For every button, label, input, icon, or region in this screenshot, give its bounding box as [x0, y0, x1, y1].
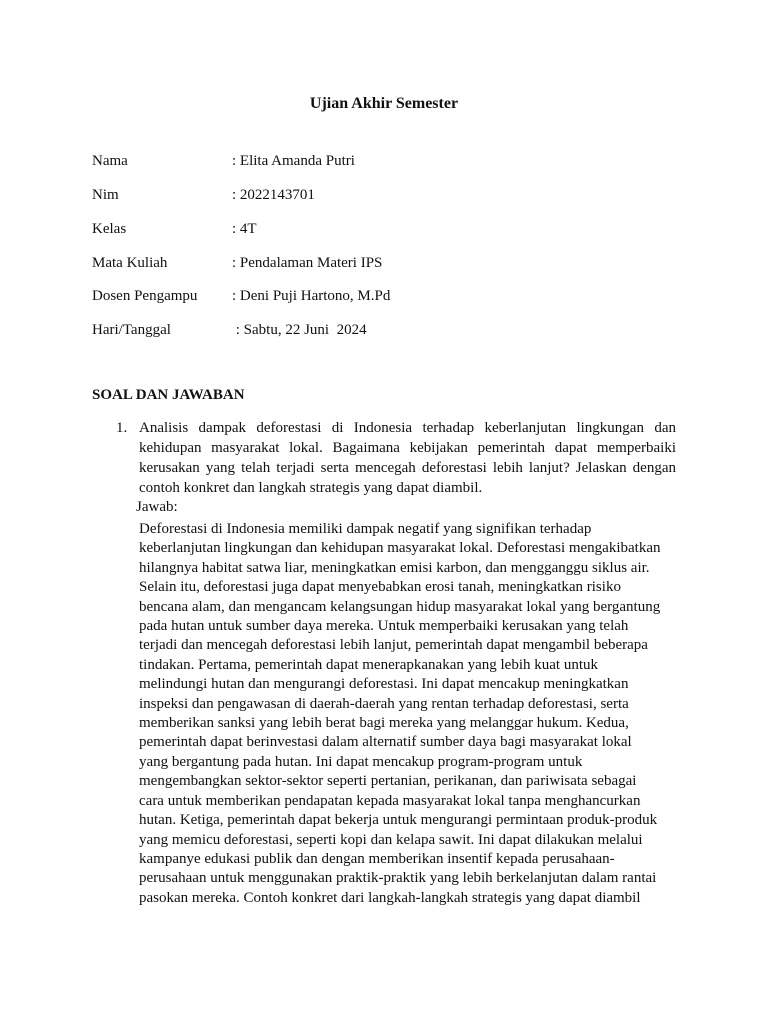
- answer-line: kampanye edukasi publik dan dengan memberikan insentif kepada perusahaan-: [139, 850, 615, 867]
- info-label: Hari/Tanggal: [92, 322, 171, 338]
- info-value: : Deni Puji Hartono, M.Pd: [232, 288, 391, 304]
- answer-line: bencana alam, dan mengancam kelangsungan hidup masyarakat lokal yang bergantung: [139, 598, 661, 615]
- answer-line: pada hutan untuk sumber daya mereka. Untuk memperbaiki kerusakan yang telah: [139, 618, 629, 635]
- info-label: Nim: [92, 187, 119, 203]
- info-value: : Elita Amanda Putri: [232, 153, 355, 169]
- answer-line: Deforestasi di Indonesia memiliki dampak negatif yang signifikan terhadap: [139, 521, 592, 537]
- info-label: Mata Kuliah: [92, 255, 168, 271]
- info-label: Kelas: [92, 221, 127, 237]
- answer-line: terjadi dan mencegah deforestasi lebih lanjut, pemerintah dapat mengambil beberapa: [139, 637, 648, 654]
- question-number: 1.: [116, 420, 128, 436]
- answer-line: Selain itu, deforestasi juga dapat menyebabkan erosi tanah, meningkatkan risiko: [139, 579, 621, 596]
- answer-line: mengembangkan sektor-sektor seperti pertanian, perikanan, dan pariwisata sebagai: [139, 773, 637, 790]
- info-label: Nama: [92, 153, 128, 169]
- document-title: Ujian Akhir Semester: [309, 95, 459, 112]
- info-value: : Pendalaman Materi IPS: [232, 255, 383, 271]
- section-heading: SOAL DAN JAWABAN: [92, 387, 245, 403]
- answer-line: memberikan sanksi yang lebih berat bagi mereka yang melanggar hukum. Kedua,: [139, 715, 629, 732]
- info-value: : 2022143701: [232, 187, 315, 203]
- question-text: [139, 418, 676, 498]
- answer-line: hilangnya habitat satwa liar, meningkatkan emisi karbon, dan mengganggu siklus air.: [139, 559, 650, 576]
- answer-line: melindungi hutan dan mengurangi deforestasi. Ini dapat mencakup meningkatkan: [139, 676, 629, 693]
- question-line: Analisis dampak deforestasi di Indonesia terhadap keberlanjutan lingkungan dan: [139, 420, 676, 436]
- answer-label: Jawab:: [136, 499, 178, 515]
- answer-line: perusahaan untuk menggunakan praktik-praktik yang lebih berkelanjutan dalam rantai: [139, 870, 657, 887]
- answer-text: [139, 520, 684, 908]
- question-line: contoh konkret dan langkah strategis yang dapat diambil.: [139, 480, 483, 496]
- info-value: : 4T: [232, 221, 257, 237]
- answer-line: pemerintah dapat berinvestasi dalam alternatif sumber daya bagi masyarakat lokal: [139, 734, 632, 751]
- answer-line: inspeksi dan pengawasan di daerah-daerah yang rentan terhadap deforestasi, serta: [139, 695, 629, 712]
- answer-line: yang bergantung pada hutan. Ini dapat mencakup program-program untuk: [139, 753, 583, 770]
- answer-line: keberlanjutan lingkungan dan kehidupan masyarakat lokal. Deforestasi mengakibatkan: [139, 540, 661, 557]
- answer-line: pasokan mereka. Contoh konkret dari langkah-langkah strategis yang dapat diambil: [139, 889, 641, 906]
- answer-line: yang memicu deforestasi, seperti kopi dan kelapa sawit. Ini dapat dilakukan melalui: [139, 831, 643, 848]
- info-value: : Sabtu, 22 Juni 2024: [232, 322, 367, 338]
- question-line: kehidupan masyarakat lokal. Bagaimana kebijakan pemerintah dapat memperbaiki: [139, 440, 676, 456]
- answer-line: tindakan. Pertama, pemerintah dapat menerapkanakan yang lebih kuat untuk: [139, 656, 599, 673]
- answer-line: hutan. Ketiga, pemerintah dapat bekerja untuk mengurangi permintaan produk-produk: [139, 812, 658, 829]
- answer-line: cara untuk memberikan pendapatan kepada masyarakat lokal tanpa menghancurkan: [139, 792, 641, 809]
- question-line: kerusakan yang telah terjadi serta mencegah deforestasi lebih lanjut? Jelaskan dengan: [139, 460, 676, 476]
- info-label: Dosen Pengampu: [92, 288, 198, 304]
